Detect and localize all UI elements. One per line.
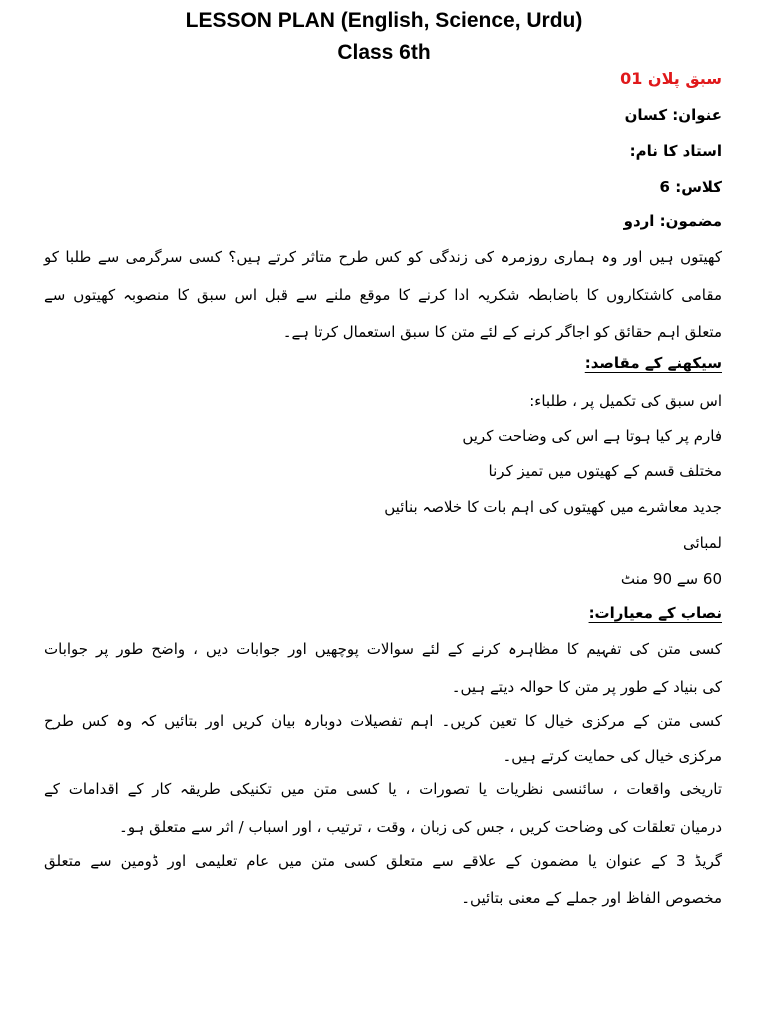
duration-label: لمبائی bbox=[682, 534, 722, 552]
class-subtitle: Class 6th bbox=[337, 41, 431, 64]
teacher-name-label: استاد کا نام: bbox=[629, 142, 722, 160]
duration-value: 60 سے 90 منٹ bbox=[620, 570, 722, 588]
class-label: کلاس: 6 bbox=[659, 178, 722, 196]
lesson-number: سبق پلان 01 bbox=[620, 69, 722, 88]
standards-heading: نصاب کے معیارات: bbox=[588, 604, 722, 622]
standard-line: کی بنیاد کے طور پر متن کا حوالہ دیتے ہیں۔ bbox=[451, 678, 722, 696]
lesson-plan-title: LESSON PLAN (English, Science, Urdu) bbox=[185, 9, 583, 32]
objectives-heading: سیکھنے کے مقاصد: bbox=[584, 354, 722, 372]
objective-item: فارم پر کیا ہوتا ہے اس کی وضاحت کریں bbox=[462, 427, 722, 445]
standard-line: مخصوص الفاظ اور جملے کے معنی بتائیں۔ bbox=[461, 889, 722, 907]
objectives-lead: اس سبق کی تکمیل پر ، طلباء: bbox=[529, 392, 722, 410]
objective-item: مختلف قسم کے کھیتوں میں تمیز کرنا bbox=[488, 462, 722, 480]
standard-line: درمیان تعلقات کی وضاحت کریں ، جس کی زبان ، وقت ، ترتیب ، اور اسباب / اثر سے متعلق ہو۔ bbox=[119, 818, 722, 836]
standard-line: کسی متن کی تفہیم کا مظاہرہ کرنے کے لئے سوالات پوچھیں اور جوابات دیں ، واضح طور پر جوابات bbox=[44, 640, 722, 658]
standard-line: تاریخی واقعات ، سائنسی نظریات یا تصورات ، یا کسی متن میں تکنیکی طریقہ کار کے اقدامات کے bbox=[44, 780, 722, 798]
standard-line: کسی متن کے مرکزی خیال کا تعین کریں۔ اہم تفصیلات دوبارہ بیان کریں اور بتائیں کہ وہ کس طرح bbox=[44, 712, 722, 730]
subject-label: مضمون: اردو bbox=[623, 212, 722, 230]
standard-line: گریڈ 3 کے عنوان یا مضمون کے علاقے سے متعلق کسی متن میں عام تعلیمی اور ڈومین سے متعلق bbox=[44, 852, 722, 870]
intro-line: متعلق اہم حقائق کو اجاگر کرنے کے لئے متن کا سبق استعمال کرتا ہے۔ bbox=[282, 323, 722, 341]
lesson-topic: عنوان: کسان bbox=[624, 106, 722, 124]
intro-line: مقامی کاشتکاروں کا باضابطہ شکریہ ادا کرنے کا موقع ملنے سے قبل اس سبق کا منصوبہ کھیتوں سے bbox=[44, 286, 722, 304]
objective-item: جدید معاشرے میں کھیتوں کی اہم بات کا خلاصہ بنائیں bbox=[384, 498, 722, 516]
intro-line: کھیتوں ہیں اور وہ ہماری روزمرہ کی زندگی کو کس طرح متاثر کرتے ہیں؟ کسی سرگرمی سے طلبا کو bbox=[44, 248, 722, 266]
standard-line: مرکزی خیال کی حمایت کرتے ہیں۔ bbox=[502, 747, 722, 765]
